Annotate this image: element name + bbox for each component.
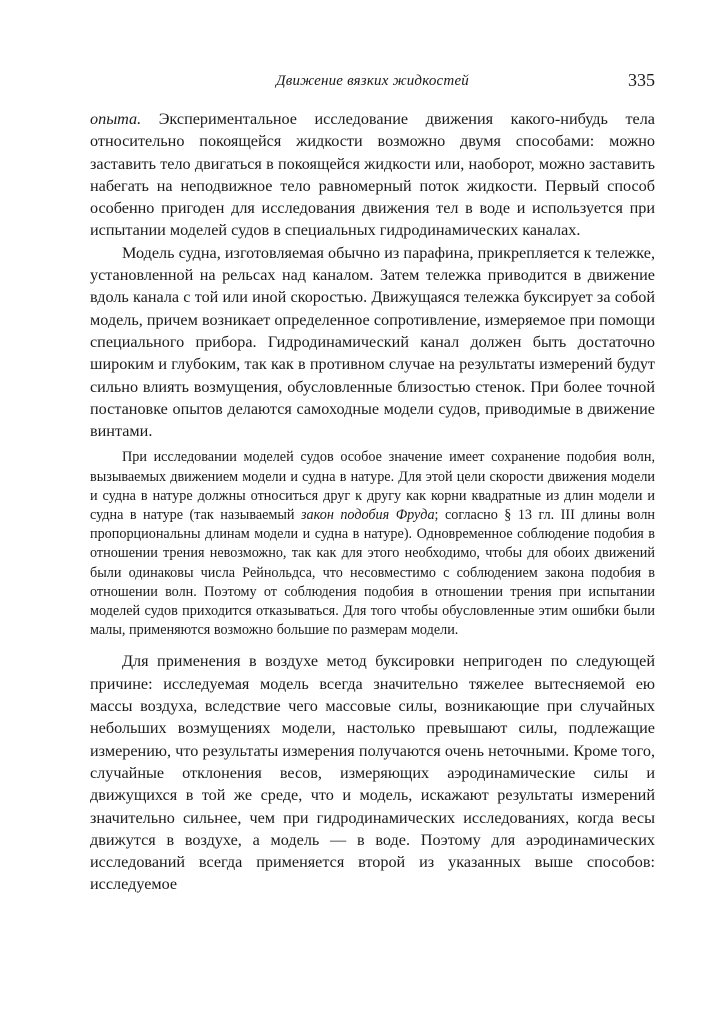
book-page	[90, 70, 655, 896]
running-head	[90, 70, 655, 94]
paragraph-1-lead: опыта.	[90, 110, 142, 128]
paragraph-2: Модель судна, изготовляемая обычно из парафина, прикрепляется к тележке, установленной на рельсах над каналом. Затем тележка приводится в движение вдоль канала с той или иной скоростью. Движущаяся тележка буксирует за собой модель, причем возникает определенное сопротивление, измеряемое при помощи специального прибора. Гидродинамический канал должен быть достаточно широким и глубоким, так как в противном случае на результаты измерений будут сильно влиять возмущения, обусловленные близостью стенок. При более точной постановке опытов делаются самоходные модели судов, приводимые в движение винтами.	[90, 243, 655, 441]
paragraph-3-part-a: При исследовании моделей судов особое значение имеет сохранение подобия волн, вызываемых движением модели и судна в натуре. Для этой цели скорости движения модели и судна в натуре должны относиться друг к другу как корни квадратные из длин модели и судна в натуре (так называемый	[90, 449, 655, 524]
paragraph-3	[90, 448, 655, 640]
small-print-note	[90, 448, 655, 640]
paragraph-3-part-b: ; согласно § 13 гл. III длины волн пропорциональны длинам модели и судна в натуре). Одновременное соблюдение подобия в отношении трения невозможно, так как для этого необходимо, чтобы для обоих движений были одинаковы числа Рейнольдса, что несовместимо с соблюдением закона подобия в отношении волн. Поэтому от соблюдения подобия в отношении трения при испытании моделей судов приходится отказываться. Для того чтобы обусловленные этим ошибки были малы, применяются возможно большие по размерам модели.	[90, 507, 655, 639]
paragraph-4: Для применения в воздухе метод буксировки непригоден по следующей причине: исследуемая модель всегда значительно тяжелее вытесняемой ею массы воздуха, вследствие чего массовые силы, возникающие при случайных небольших возмущениях модели, настолько превышают силы, подлежащие измерению, что результаты измерения получаются очень неточными. Кроме того, случайные отклонения весов, измеряющих аэродинамические силы и движущихся в той же среде, что и модель, искажают результаты измерений значительно сильнее, чем при гидродинамических исследованиях, когда весы движутся в воздухе, а модель — в воде. Поэтому для аэродинамических исследований всегда применяется второй из указанных выше способов: исследуемое	[90, 652, 655, 894]
froude-law-term: закон подобия Фруда	[301, 507, 435, 524]
body-text	[90, 108, 655, 442]
paragraph-1	[90, 108, 655, 242]
paragraph-1-text: Экспериментальное исследование движения какого-нибудь тела относительно покоящейся жидкости возможно двумя способами: можно заставить тело двигаться в покоящейся жидкости или, наоборот, можно заставить набегать на неподвижное тело равномерный поток жидкости. Первый способ особенно пригоден для исследования движения тел в воде и используется при испытании моделей судов в специальных гидродинамических каналах.	[90, 110, 655, 240]
running-title: Движение вязких жидкостей	[275, 73, 469, 89]
page-number: 335	[628, 70, 655, 90]
body-text-continued	[90, 650, 655, 895]
